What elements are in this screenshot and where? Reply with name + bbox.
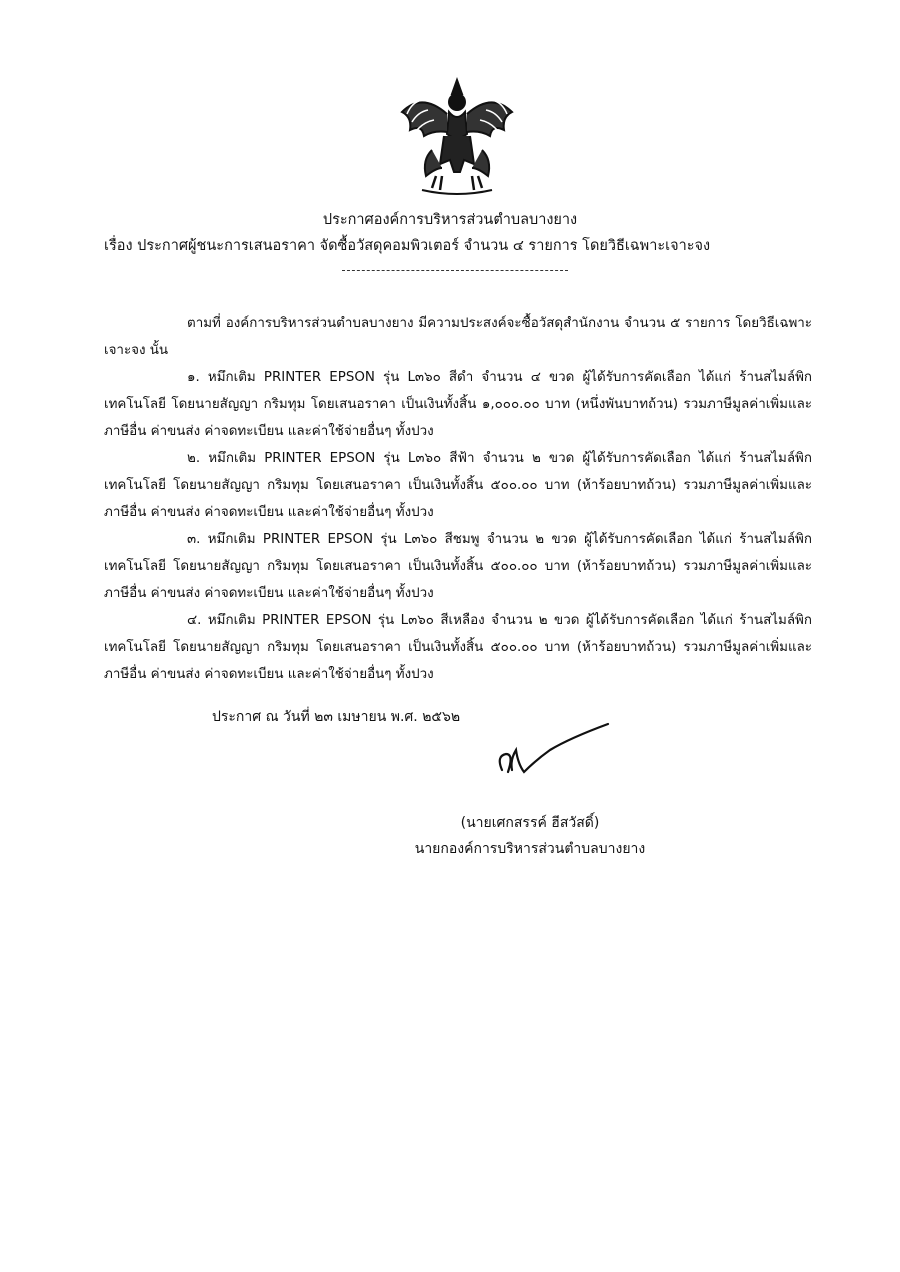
signer-title: นายกองค์การบริหารส่วนตำบลบางยาง (414, 841, 646, 857)
intro-paragraph: ตามที่ องค์การบริหารส่วนตำบลบางยาง มีความประสงค์จะซื้อวัสดุสำนักงาน จำนวน ๕ รายการ โดยวิธีเฉพาะเจาะจง นั้น (104, 316, 812, 358)
garuda-emblem-icon (392, 72, 522, 202)
document-title: ประกาศองค์การบริหารส่วนตำบลบางยาง (322, 212, 578, 228)
signature-icon (490, 720, 620, 790)
list-item: ๔. หมึกเติม PRINTER EPSON รุ่น L๓๖๐ สีเหลือง จำนวน ๒ ขวด ผู้ได้รับการคัดเลือก ได้แก่ ร้านสไมล์พิก เทคโนโลยี โดยนายสัญญา กริมทุม โดยเสนอราคา เป็นเงินทั้งสิ้น ๕๐๐.๐๐ บาท (ห้าร้อยบาทถ้วน) รวมภาษีมูลค่าเพิ่มและภาษีอื่น ค่าขนส่ง ค่าจดทะเบียน และค่าใช้จ่ายอื่นๆ ทั้งปวง (104, 613, 812, 682)
document-subject: เรื่อง ประกาศผู้ชนะการเสนอราคา จัดซื้อวัสดุคอมพิวเตอร์ จำนวน ๔ รายการ โดยวิธีเฉพาะเจาะจง (104, 238, 711, 254)
signer-name: (นายเศกสรรค์ ฮีสวัสดิ์) (460, 815, 600, 831)
title-divider (342, 270, 568, 271)
announcement-date: ประกาศ ณ วันที่ ๒๓ เมษายน พ.ศ. ๒๕๖๒ (212, 709, 461, 725)
list-item: ๑. หมึกเติม PRINTER EPSON รุ่น L๓๖๐ สีดำ จำนวน ๔ ขวด ผู้ได้รับการคัดเลือก ได้แก่ ร้านสไมล์พิก เทคโนโลยี โดยนายสัญญา กริมทุม โดยเสนอราคา เป็นเงินทั้งสิ้น ๑,๐๐๐.๐๐ บาท (หนึ่งพันบาทถ้วน) รวมภาษีมูลค่าเพิ่มและภาษีอื่น ค่าขนส่ง ค่าจดทะเบียน และค่าใช้จ่ายอื่นๆ ทั้งปวง (104, 370, 812, 439)
list-item: ๒. หมึกเติม PRINTER EPSON รุ่น L๓๖๐ สีฟ้า จำนวน ๒ ขวด ผู้ได้รับการคัดเลือก ได้แก่ ร้านสไมล์พิก เทคโนโลยี โดยนายสัญญา กริมทุม โดยเสนอราคา เป็นเงินทั้งสิ้น ๕๐๐.๐๐ บาท (ห้าร้อยบาทถ้วน) รวมภาษีมูลค่าเพิ่มและภาษีอื่น ค่าขนส่ง ค่าจดทะเบียน และค่าใช้จ่ายอื่นๆ ทั้งปวง (104, 451, 812, 520)
list-item: ๓. หมึกเติม PRINTER EPSON รุ่น L๓๖๐ สีชมพู จำนวน ๒ ขวด ผู้ได้รับการคัดเลือก ได้แก่ ร้านสไมล์พิก เทคโนโลยี โดยนายสัญญา กริมทุม โดยเสนอราคา เป็นเงินทั้งสิ้น ๕๐๐.๐๐ บาท (ห้าร้อยบาทถ้วน) รวมภาษีมูลค่าเพิ่มและภาษีอื่น ค่าขนส่ง ค่าจดทะเบียน และค่าใช้จ่ายอื่นๆ ทั้งปวง (104, 532, 812, 601)
document-body (104, 310, 812, 688)
